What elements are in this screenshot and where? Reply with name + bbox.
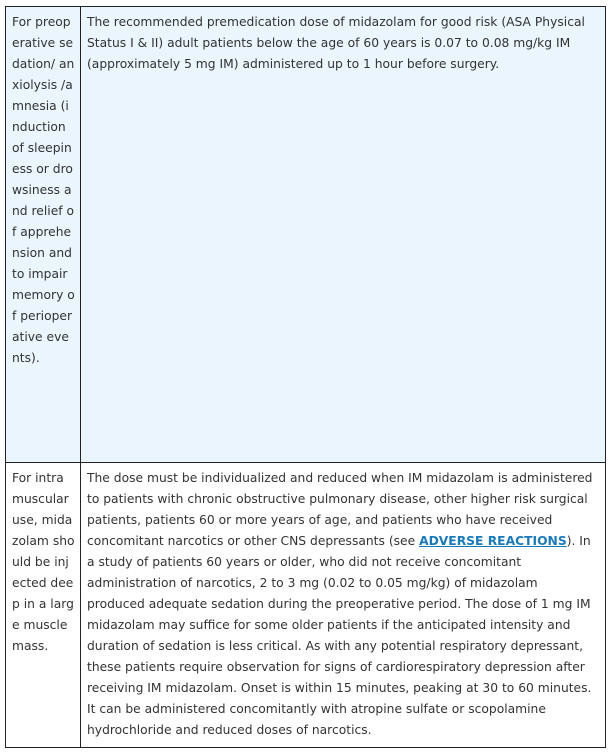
dosage-table [5,6,606,748]
dosage-text: ). In a study of patients 60 years or older, who did not receive concomitant administration of narcotics, 2 to 3 mg (0.02 to 0.05 mg/kg) of midazolam produced adequate sedation during the preoperative period. The dose of 1 mg IM midazolam may suffice for some older patients if the anticipated intensity and duration of sedation is less critical. As with any potential respiratory depressant, these patients require observation for signs of cardiorespiratory depression after receiving IM midazolam. Onset is within 15 minutes, peaking at 30 to 60 minutes. It can be administered concomitantly with atropine sulfate or scopolamine hydrochloride and reduced doses of narcotics. [87,534,592,737]
dosage-text: The dose must be individualized and reduced when IM midazolam is administered to patients with chronic obstructive pulmonary disease, other higher risk surgical patients, patients 60 or more years of age, and patients who have received concomitant narcotics or other CNS depressants (see [87,471,593,548]
table-row [6,7,606,463]
adverse-reactions-link[interactable]: ADVERSE REACTIONS [419,534,567,548]
table-row [6,463,606,748]
dosage-cell: The recommended premedication dose of midazolam for good risk (ASA Physical Status I & II) adult patients below the age of 60 years is 0.07 to 0.08 mg/kg IM (approximately 5 mg IM) administered up to 1 hour before surgery. [81,7,606,463]
dosage-cell [81,463,606,748]
indication-cell: For intramuscular use, midazolam should be injected deep in a large muscle mass. [6,463,81,748]
indication-cell: For preoperative sedation/ anxiolysis /amnesia (induction of sleepiness or drowsiness and relief of apprehension and to impair memory of perioperative events). [6,7,81,463]
